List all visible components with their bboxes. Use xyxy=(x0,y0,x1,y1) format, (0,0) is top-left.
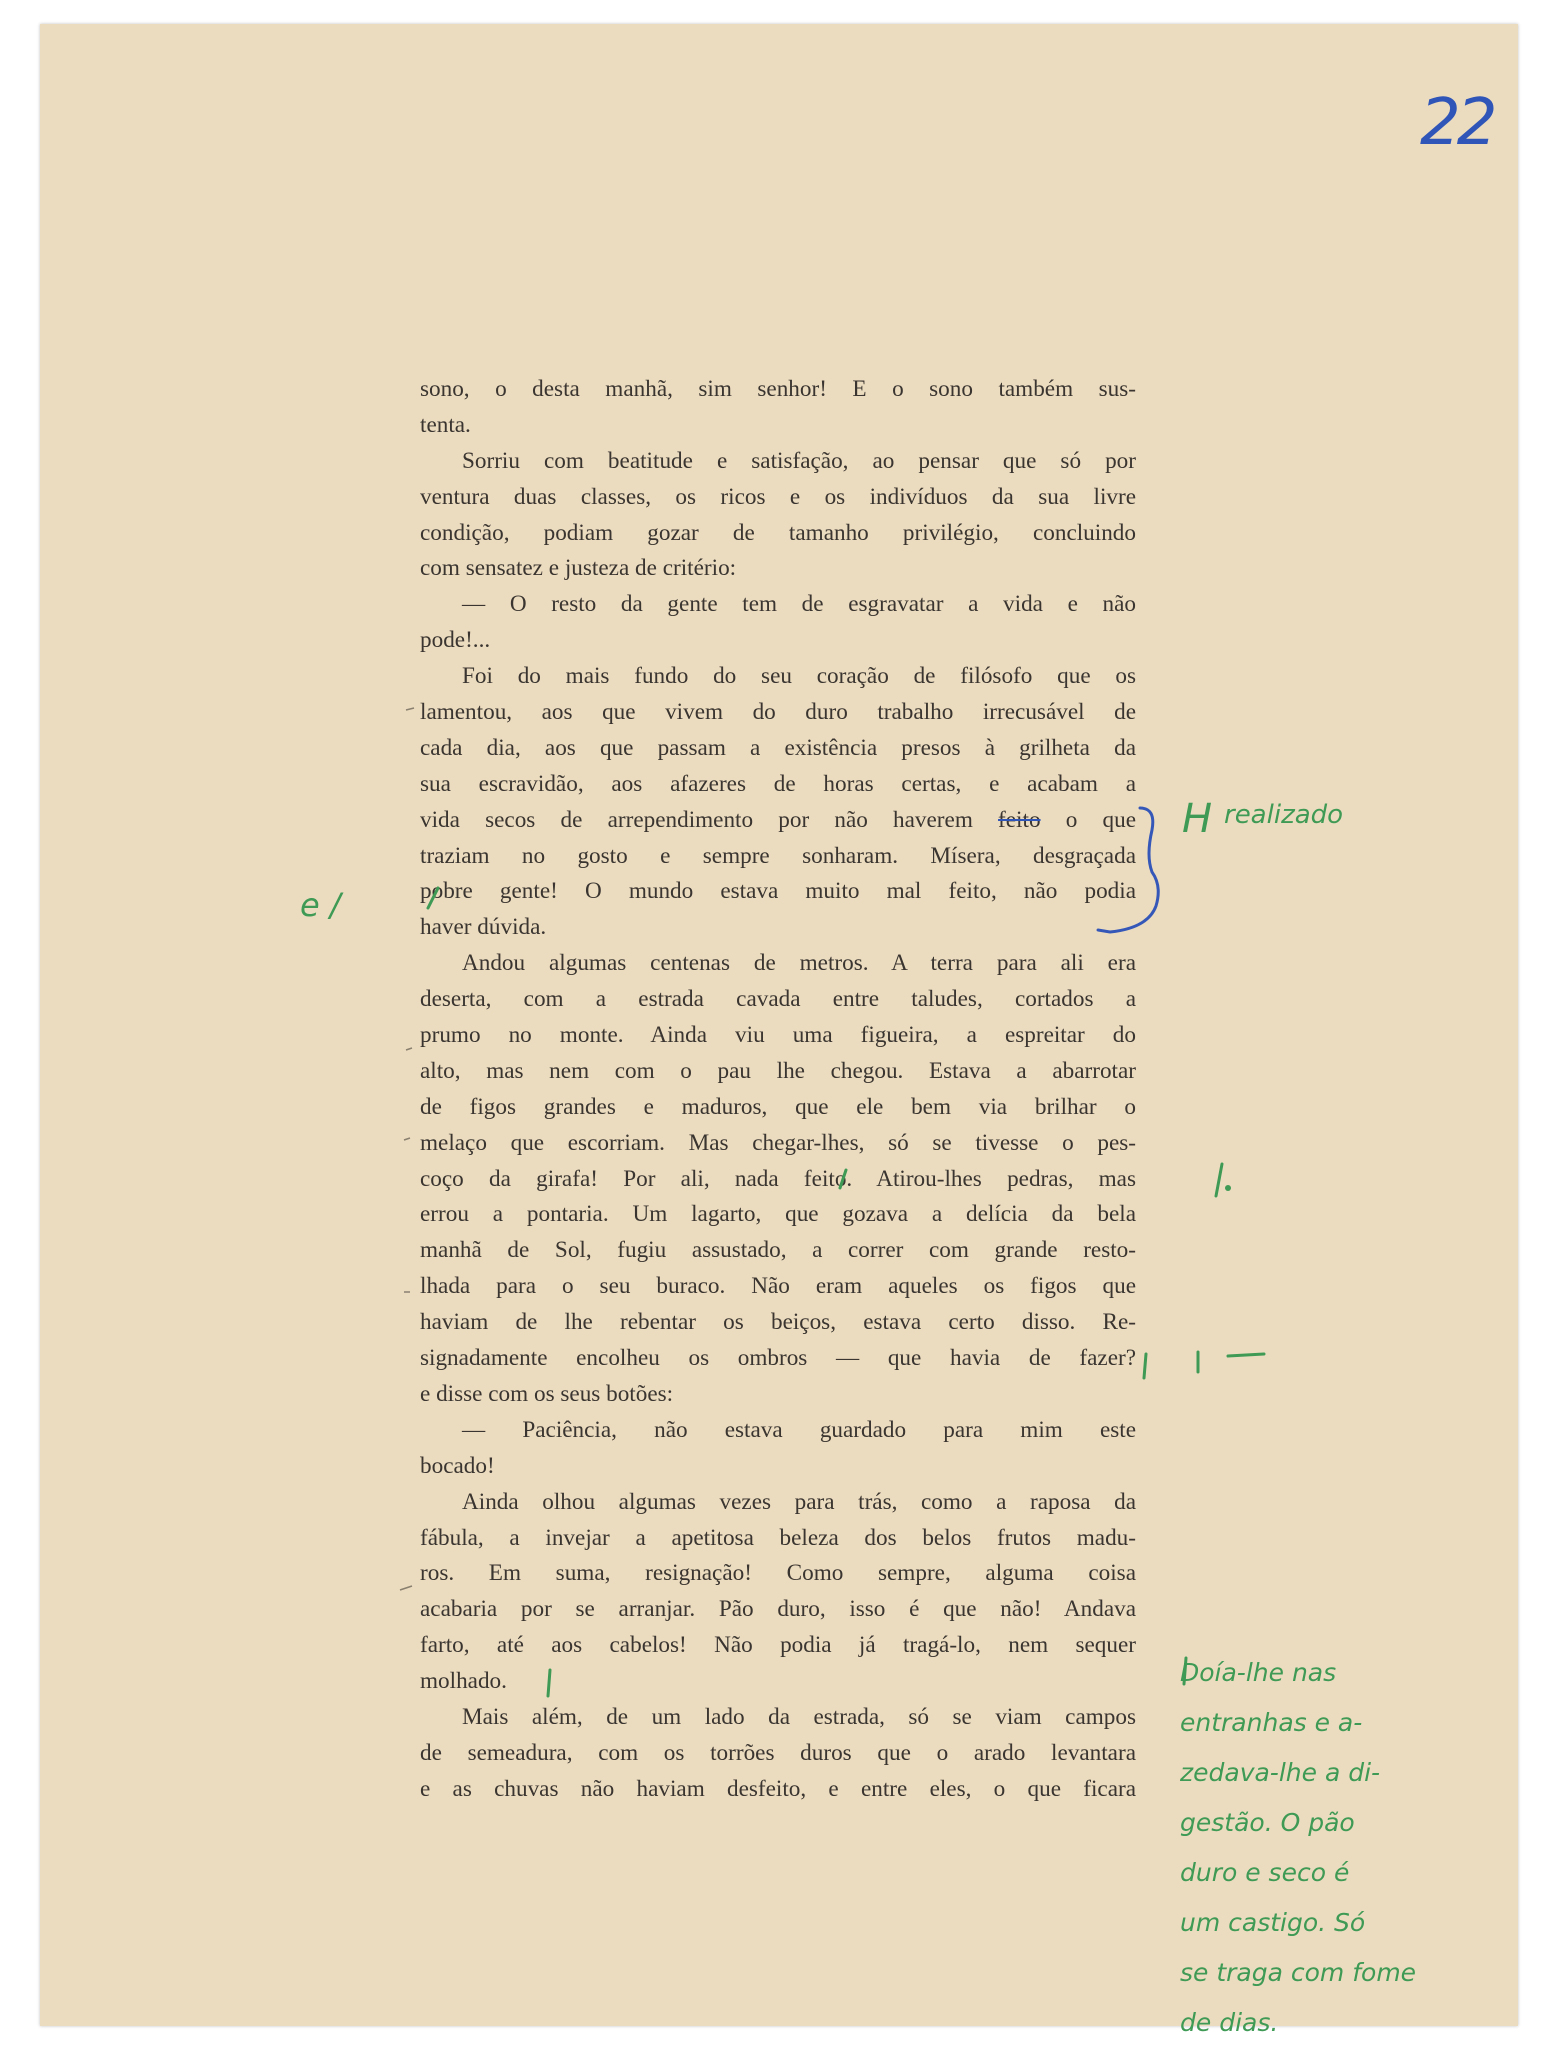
text-line: com sensatez e justeza de critério: xyxy=(420,555,737,582)
text-line: Sorriu com beatitude e satisfação, ao pensar que só por xyxy=(462,447,1136,474)
margin-slash-mark xyxy=(1216,1164,1222,1196)
text-line: Andou algumas centenas de metros. A terra para ali era xyxy=(462,950,1136,977)
margin-note-line: um castigo. Só xyxy=(1180,1908,1366,1937)
text-line: coço da girafa! Por ali, nada feito. Atirou-lhes pedras, mas xyxy=(420,1165,1136,1192)
text-line: sono, o desta manhã, sim senhor! E o sono também sus- xyxy=(420,376,1136,402)
text-line: ros. Em suma, resignação! Como sempre, alguma coisa xyxy=(420,1560,1136,1587)
text-line: molhado. xyxy=(420,1668,507,1695)
margin-note-line: gestão. O pão xyxy=(1180,1808,1355,1837)
text-line: acabaria por se arranjar. Pão duro, isso é que não! Andava xyxy=(420,1596,1136,1623)
text-line: haviam de lhe rebentar os beiços, estava certo disso. Re- xyxy=(420,1309,1136,1336)
green-bar-mark xyxy=(1144,1354,1146,1378)
margin-note-bar-mark xyxy=(1184,1658,1186,1684)
text-line: Foi do mais fundo do seu coração de filósofo que os xyxy=(462,663,1136,690)
text-line: lhada para o seu buraco. Não eram aqueles os figos que xyxy=(420,1273,1136,1300)
pencil-tick-mark xyxy=(406,1048,412,1050)
struck-word: feito xyxy=(998,806,1041,833)
text-line: condição, podiam gozar de tamanho privilégio, concluindo xyxy=(420,519,1136,546)
margin-note-line: duro e seco é xyxy=(1180,1858,1350,1887)
text-line: e disse com os seus botões: xyxy=(420,1380,674,1407)
pencil-tick-mark xyxy=(406,708,414,710)
text-line: haver dúvida. xyxy=(420,914,547,941)
text-line: de figos grandes e maduros, que ele bem via brilhar o xyxy=(420,1093,1136,1120)
pencil-tick-mark xyxy=(400,1586,412,1590)
text-line: tenta. xyxy=(420,411,471,438)
pencil-tick-mark xyxy=(404,1138,410,1140)
text-line: farto, até aos cabelos! Não podia já tragá-lo, nem sequer xyxy=(420,1632,1136,1659)
text-line-fragment: vida secos de arrependimento por não haverem xyxy=(420,806,973,833)
text-line: prumo no monte. Ainda viu uma figueira, a espreitar do xyxy=(420,1022,1136,1049)
margin-note-line: zedava-lhe a di- xyxy=(1180,1758,1381,1787)
text-line: errou a pontaria. Um lagarto, que gozava a delícia da bela xyxy=(420,1201,1136,1228)
text-line: lamentou, aos que vivem do duro trabalho irrecusável de xyxy=(420,699,1136,726)
text-line: sua escravidão, aos afazeres de horas certas, e acabam a xyxy=(420,770,1136,797)
text-line: traziam no gosto e sempre sonharam. Mísera, desgraçada xyxy=(420,842,1136,869)
margin-dot-mark xyxy=(1225,1185,1231,1191)
margin-note-line: se traga com fome xyxy=(1180,1958,1417,1987)
text-line: deserta, com a estrada cavada entre taludes, cortados a xyxy=(420,986,1136,1013)
green-strike-mark xyxy=(428,888,438,908)
realizado-annotation: realizado xyxy=(1224,800,1344,830)
text-line-fragment: o que xyxy=(1065,806,1136,833)
text-line: e as chuvas não haviam desfeito, e entre eles, o que ficara xyxy=(420,1775,1136,1802)
text-line: melaço que escorriam. Mas chegar-lhes, só se tivesse o pes- xyxy=(420,1129,1136,1156)
h-insertion-mark: H xyxy=(1182,796,1213,842)
text-line: fábula, a invejar a apetitosa beleza dos belos frutos madu- xyxy=(420,1524,1136,1551)
e-annotation: e / xyxy=(300,886,341,924)
blue-bracket-mark xyxy=(1098,808,1158,932)
text-line: alto, mas nem com o pau lhe chegou. Estava a abarrotar xyxy=(420,1057,1136,1084)
text-line: de semeadura, com os torrões duros que o arado levantara xyxy=(420,1739,1136,1766)
text-line: manhã de Sol, fugiu assustado, a correr com grande resto- xyxy=(420,1237,1136,1264)
margin-note-line: de dias. xyxy=(1180,2008,1279,2037)
text-line: signadamente encolheu os ombros — que havia de fazer? xyxy=(420,1345,1136,1372)
text-line: ventura duas classes, os ricos e os indivíduos da sua livre xyxy=(420,483,1136,510)
text-line: pobre gente! O mundo estava muito mal feito, não podia xyxy=(420,878,1136,905)
margin-note-line: Doía-lhe nas xyxy=(1180,1658,1337,1687)
green-bar-mark xyxy=(548,1670,550,1696)
page-number: 22 xyxy=(1420,86,1494,160)
text-line: Mais além, de um lado da estrada, só se viam campos xyxy=(462,1703,1136,1730)
text-line: bocado! xyxy=(420,1452,495,1479)
text-line: — O resto da gente tem de esgravatar a vida e não xyxy=(462,591,1136,618)
text-line: Ainda olhou algumas vezes para trás, como a raposa da xyxy=(462,1488,1136,1515)
margin-note-line: entranhas e a- xyxy=(1180,1708,1363,1737)
text-line: cada dia, aos que passam a existência presos à grilheta da xyxy=(420,734,1136,761)
green-slash-mark xyxy=(840,1170,846,1188)
text-line: — Paciência, não estava guardado para mim este xyxy=(462,1416,1136,1443)
margin-dash-mark xyxy=(1228,1354,1264,1356)
text-line: pode!... xyxy=(420,627,491,654)
